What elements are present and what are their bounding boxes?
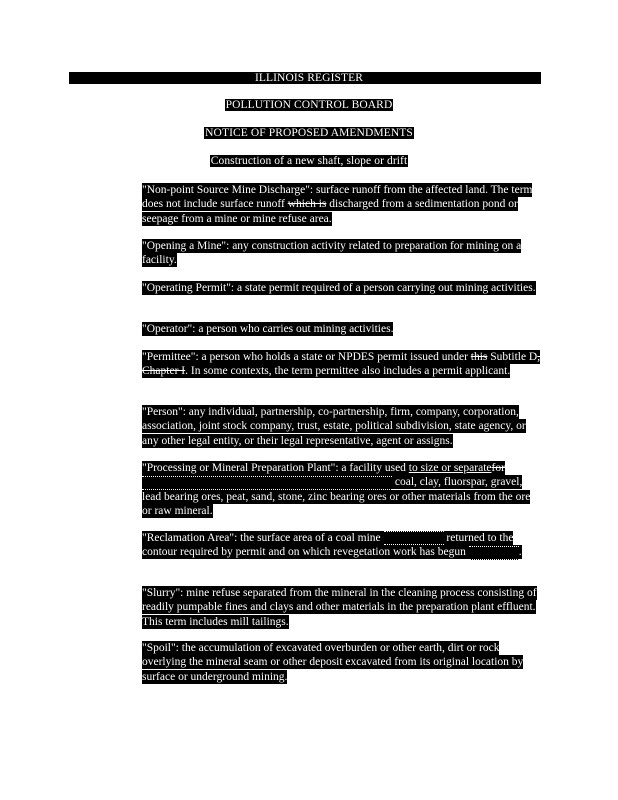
opening-text: "Opening a Mine": any construction activity related to preparation for mining on a facility. (142, 240, 522, 267)
nonpoint-struck-text: which is (287, 198, 327, 211)
context-line-text: Construction of a new shaft, slope or drift (210, 155, 408, 167)
spoil-text: "Spoil": the accumulation of excavated overburden or other earth, dirt or rock overlying the mineral seam or other deposit excavated from its original location by surface or underground mining. (142, 642, 524, 683)
reclamation-text-a: "Reclamation Area": the surface area of a coal mine (142, 532, 384, 544)
slurry-text: "Slurry": mine refuse separated from the mineral in the cleaning process consisting of readily pumpable fines and clays and other materials in the preparation plant effluent. This term includes mill tailings. (142, 587, 537, 628)
definition-permittee (142, 350, 542, 379)
permittee-struck-chapter: , Chapter I (142, 351, 541, 378)
definition-nonpoint-source (142, 183, 542, 226)
context-line (0, 155, 618, 168)
processing-text-b: coal, clay, fluorspar, gravel, lead bearing ores, peat, sand, stone, zinc bearing ores or other materials from the ore or raw mineral. (142, 476, 531, 518)
permittee-text-b: Subtitle D (487, 351, 538, 363)
board-title-text: POLLUTION CONTROL BOARD (225, 99, 393, 111)
definition-operating-permit (142, 281, 542, 295)
permittee-text-a: "Permittee": a person who holds a state or NPDES permit issued under (142, 351, 471, 363)
redaction-mark (142, 476, 392, 490)
nonpoint-text-b: discharged from a sedimentation pond or seepage from a mine or mine refuse area. (142, 198, 518, 225)
processing-struck-text: for (491, 462, 505, 474)
operating-text: "Operating Permit": a state permit required of a person carrying out mining activities. (142, 282, 536, 294)
definition-reclamation-area (142, 531, 542, 560)
redaction-mark (469, 546, 519, 560)
register-title-text: ILLINOIS REGISTER (254, 72, 364, 84)
permittee-struck-this: this (470, 351, 488, 363)
notice-title (0, 127, 618, 140)
reclamation-text-c: . (518, 546, 522, 559)
reclamation-text-b: returned to the contour required by permit and on which revegetation work has begun (142, 532, 514, 559)
register-title (0, 72, 618, 85)
permittee-text-c: . In some contexts, the term permittee also includes a permit applicant. (185, 365, 511, 378)
nonpoint-text-a: "Non-point Source Mine Discharge": surface runoff from the affected land. The term does not include surface runoff (142, 184, 533, 211)
notice-title-text: NOTICE OF PROPOSED AMENDMENTS (205, 127, 413, 139)
definition-slurry (142, 586, 542, 629)
redaction-mark (384, 531, 444, 545)
definition-opening-a-mine (142, 239, 542, 268)
definition-spoil (142, 641, 542, 684)
definition-processing-plant (142, 461, 542, 519)
operator-text: "Operator": a person who carries out mining activities. (142, 323, 394, 335)
definition-person (142, 405, 542, 448)
definition-operator (142, 322, 542, 336)
processing-text-a: "Processing or Mineral Preparation Plant": a facility used (142, 462, 409, 474)
processing-underlined-text: to size or separate (408, 462, 492, 474)
board-title (0, 99, 618, 112)
person-text: "Person": any individual, partnership, co-partnership, firm, company, corporation, association, joint stock company, trust, estate, political subdivision, state agency, or any other legal entity, or their legal representative, agent or assigns. (142, 406, 526, 447)
